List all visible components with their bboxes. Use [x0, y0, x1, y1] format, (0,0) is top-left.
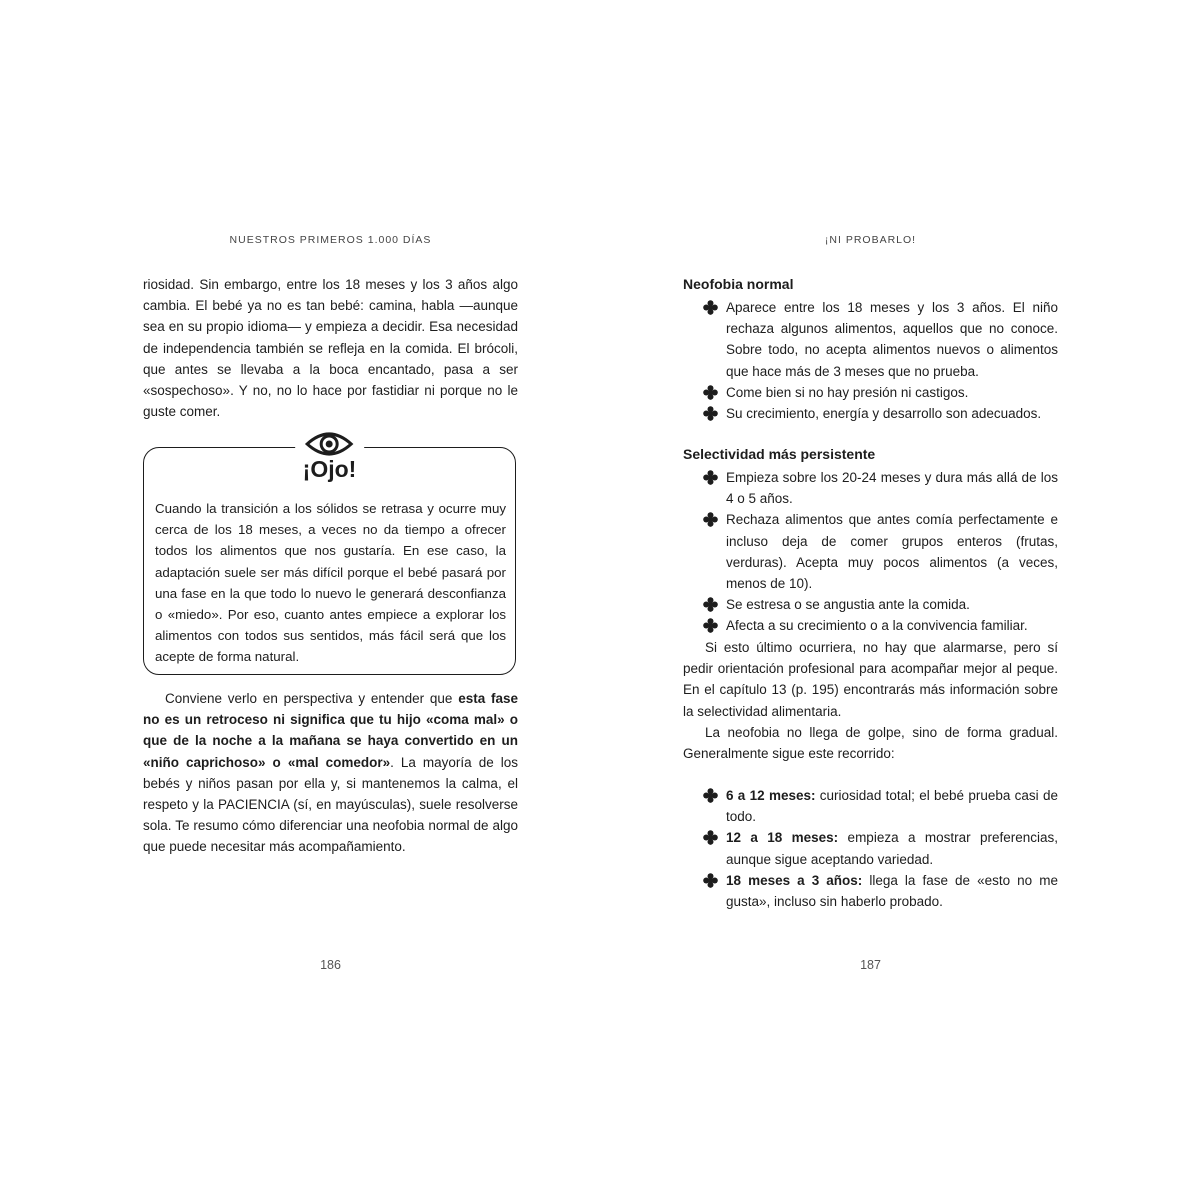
paragraph-text: Si esto último ocurriera, no hay que alarmarse, pero sí pedir orientación profesional para acompañar mejor al peque. En el capítulo 13 (p. 195) encontrarás más información sobre la selectividad alimentaria.: [683, 640, 1058, 719]
stages-list: [683, 785, 1058, 912]
flower-bullet-icon: [703, 385, 718, 400]
flower-bullet-icon: [703, 873, 718, 888]
list-item: [683, 827, 1058, 869]
list-item: Aparece entre los 18 meses y los 3 años. El niño rechaza algunos alimentos, aquellos que no conoce. Sobre todo, no acepta alimentos nuevos o alimentos que hace más de 3 meses que no prueba.: [683, 297, 1058, 382]
callout-header: [295, 430, 365, 482]
closing-text-1: Conviene verlo en perspectiva y entender que: [165, 691, 459, 706]
intro-paragraph: [143, 274, 518, 422]
flower-bullet-icon: [703, 788, 718, 803]
list-item: [683, 785, 1058, 827]
section-title-selectividad: Selectividad más persistente: [683, 446, 876, 462]
list-item: Afecta a su crecimiento o a la convivencia familiar.: [683, 615, 1058, 636]
page-number: 187: [860, 958, 881, 972]
closing-paragraph: [143, 688, 518, 858]
stage-text: empieza a mostrar preferencias, aunque sigue aceptando variedad.: [726, 830, 1058, 867]
eye-icon: [305, 430, 355, 458]
right-page: [683, 0, 1058, 1200]
stage-label: 6 a 12 meses:: [726, 788, 816, 803]
callout-box: [143, 447, 516, 675]
list-item: Come bien si no hay presión ni castigos.: [683, 382, 1058, 403]
flower-bullet-icon: [703, 618, 718, 633]
closing-bold: esta fase no es un retroceso ni significa que tu hijo «coma mal» o que de la noche a la mañana se haya convertido en un «niño caprichoso» o «mal comedor»: [143, 691, 518, 770]
list-item: Rechaza alimentos que antes comía perfectamente e incluso deja de comer grupos enteros (frutas, verduras). Acepta muy pocos alimentos (a veces, menos de 10).: [683, 509, 1058, 594]
list-item: Su crecimiento, energía y desarrollo son adecuados.: [683, 403, 1058, 424]
stage-text: curiosidad total; el bebé prueba casi de todo.: [726, 788, 1059, 825]
callout-text: Cuando la transición a los sólidos se retrasa y ocurre muy cerca de los 18 meses, a veces no da tiempo a ofrecer todos los alimentos que nos gustaría. En ese caso, la adaptación suele ser más difícil porque el bebé pasará por una fase en la que todo lo nuevo le generará desconfianza o «miedo». Por eso, cuanto antes empiece a explorar los alimentos con todos sus sentidos, más fácil será que los acepte de forma natural.: [155, 501, 506, 665]
running-head: ¡NI PROBARLO!: [824, 234, 917, 246]
list-item: [683, 870, 1058, 912]
selectividad-list: [683, 467, 1058, 637]
left-page: [143, 0, 518, 1200]
paragraph-text: riosidad. Sin embargo, entre los 18 meses y los 3 años algo cambia. El bebé ya no es tan bebé: camina, habla —aunque sea en su propio idioma— y empieza a decidir. Esa necesidad de independencia también se refleja en la comida. El brócoli, que antes se llevaba a la boca encantado, pasa a ser «sospechoso». Y no, no lo hace por fastidiar ni porque no le guste comer.: [143, 277, 518, 420]
running-head: NUESTROS PRIMEROS 1.000 DÍAS: [229, 234, 432, 246]
neofobia-list: [683, 297, 1058, 424]
stage-label: 18 meses a 3 años:: [726, 872, 863, 888]
right-paragraphs: [683, 637, 1058, 764]
paragraph-text: La neofobia no llega de golpe, sino de forma gradual. Generalmente sigue este recorrido:: [683, 724, 1058, 762]
closing-text-2: . La mayoría de los bebés y niños pasan por ella y, si mantenemos la calma, el respeto y la PACIENCIA (sí, en mayúsculas), suele resolverse sola. Te resumo cómo diferenciar una neofobia normal de algo que puede necesitar más acompañamiento.: [143, 754, 518, 855]
flower-bullet-icon: [703, 597, 718, 612]
flower-bullet-icon: [703, 830, 718, 845]
flower-bullet-icon: [703, 406, 718, 421]
list-item: Empieza sobre los 20-24 meses y dura más allá de los 4 o 5 años.: [683, 467, 1058, 509]
page-number: 186: [320, 958, 341, 972]
flower-bullet-icon: [703, 512, 718, 527]
section-title-neofobia: Neofobia normal: [683, 276, 794, 292]
flower-bullet-icon: [703, 300, 718, 315]
stage-label: 12 a 18 meses:: [726, 830, 839, 846]
flower-bullet-icon: [703, 470, 718, 485]
stage-text: llega la fase de «esto no me gusta», incluso sin haberlo probado.: [726, 872, 1058, 910]
list-item: Se estresa o se angustia ante la comida.: [683, 594, 1058, 615]
callout-title: ¡Ojo!: [302, 456, 357, 482]
